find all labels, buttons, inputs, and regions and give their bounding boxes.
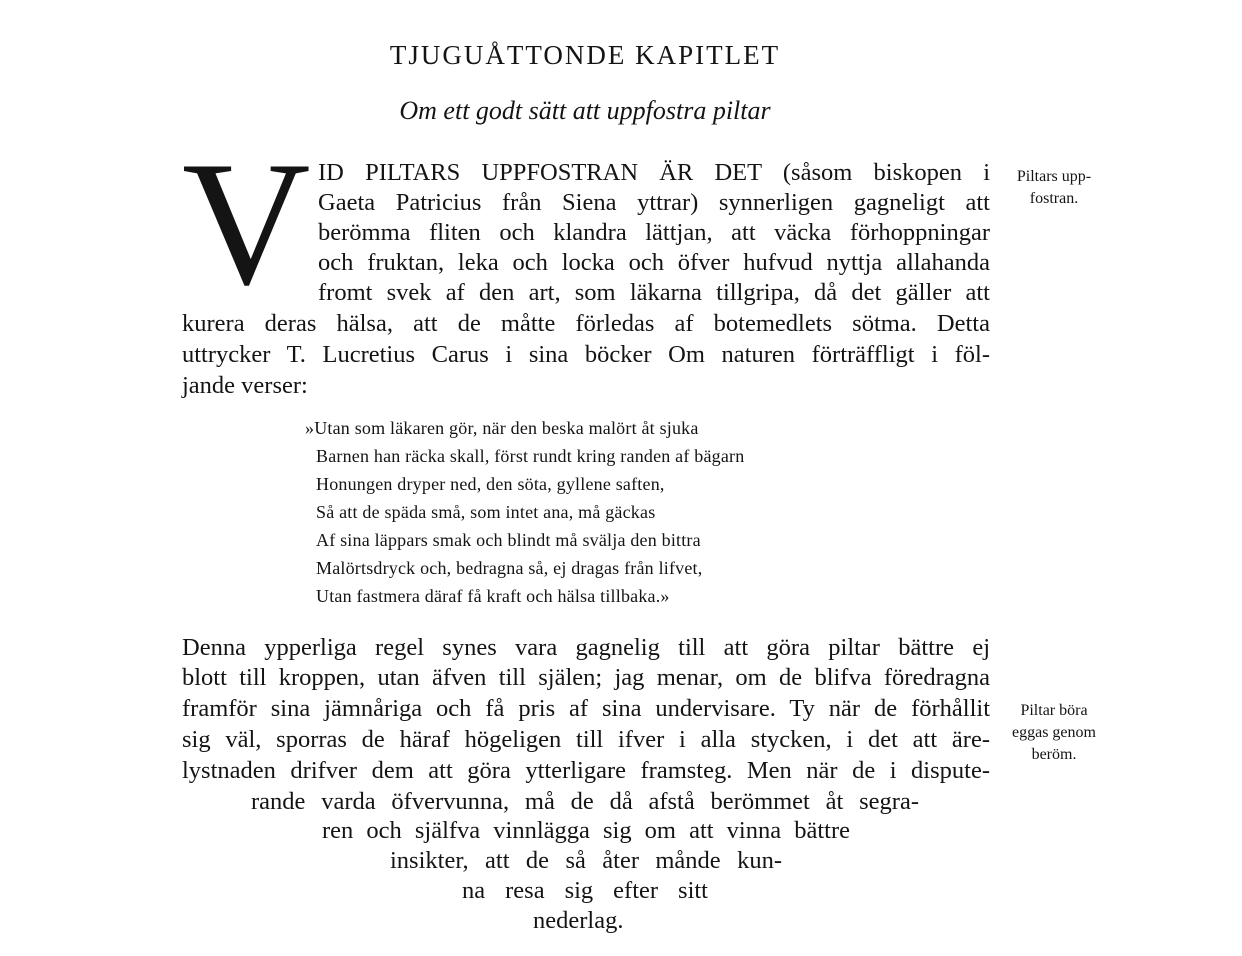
verse-line: Malörtsdryck och, bedragna så, ej dragas från lifvet, xyxy=(316,558,703,578)
margin-note-line: fostran. xyxy=(1029,190,1079,207)
paragraph1-line: fromt svek af den art, som läkarna tillgripa, då det gäller att xyxy=(318,279,990,306)
drop-cap: V xyxy=(182,124,311,322)
paragraph2-line: ren och själfva vinnlägga sig om att vinna bättre xyxy=(322,817,850,844)
paragraph1-line: och fruktan, leka och locka och öfver hufvud nyttja allahanda xyxy=(318,249,990,276)
chapter-title: TJUGUÅTTONDE KAPITLET xyxy=(389,40,781,70)
margin-note-line: beröm. xyxy=(1031,746,1077,763)
margin-note-upbringing xyxy=(1000,166,1108,210)
paragraph2-line: blott till kroppen, utan äfven till själen; jag menar, om de blifva föredragna xyxy=(182,664,990,691)
paragraph2-line: insikter, att de så åter månde kun- xyxy=(390,847,782,874)
paragraph2-line: nederlag. xyxy=(533,907,624,934)
verse-line: Så att de späda små, som intet ana, må gäckas xyxy=(316,502,656,522)
chapter-subtitle: Om ett godt sätt att uppfostra piltar xyxy=(399,96,771,125)
margin-note-line: eggas genom xyxy=(1012,724,1096,741)
paragraph1-line: uttrycker T. Lucretius Carus i sina böcker Om naturen förträffligt i föl- xyxy=(182,341,990,368)
verse-line: Utan fastmera däraf få kraft och hälsa tillbaka.» xyxy=(316,586,670,606)
verse-line: Af sina läppars smak och blindt må svälja den bittra xyxy=(316,530,701,550)
margin-note-praise xyxy=(996,700,1112,766)
margin-note-line: Piltars upp- xyxy=(1016,168,1092,185)
paragraph1-line: berömma fliten och klandra lättjan, att väcka förhoppningar xyxy=(318,219,990,246)
paragraph2-line: sig väl, sporras de häraf högeligen till ifver i alla stycken, i det att äre- xyxy=(182,726,990,753)
paragraph1-line: kurera deras hälsa, att de måtte förledas af botemedlets sötma. Detta xyxy=(182,310,990,337)
verse-line: Honungen dryper ned, den söta, gyllene saften, xyxy=(316,474,665,494)
paragraph1-line: jande verser: xyxy=(182,372,308,399)
paragraph1-line: Gaeta Patricius från Siena yttrar) synnerligen gagneligt att xyxy=(318,189,990,216)
paragraph2-line: na resa sig efter sitt xyxy=(462,877,708,904)
paragraph2-line: lystnaden drifver dem att göra ytterligare framsteg. Men när de i dispute- xyxy=(182,757,990,784)
paragraph2-line: Denna ypperliga regel synes vara gagnelig till att göra piltar bättre ej xyxy=(182,634,990,661)
paragraph2-line: rande varda öfvervunna, må de då afstå berömmet åt segra- xyxy=(251,788,919,815)
verse-line: »Utan som läkaren gör, när den beska malört åt sjuka xyxy=(305,418,699,438)
paragraph1-line: ID PILTARS UPPFOSTRAN ÄR DET (såsom biskopen i xyxy=(318,159,990,186)
margin-note-line: Piltar böra xyxy=(1020,702,1088,719)
paragraph2-line: framför sina jämnåriga och få pris af sina undervisare. Ty när de förhållit xyxy=(182,695,990,722)
verse-line: Barnen han räcka skall, först rundt kring randen af bägarn xyxy=(316,446,745,466)
